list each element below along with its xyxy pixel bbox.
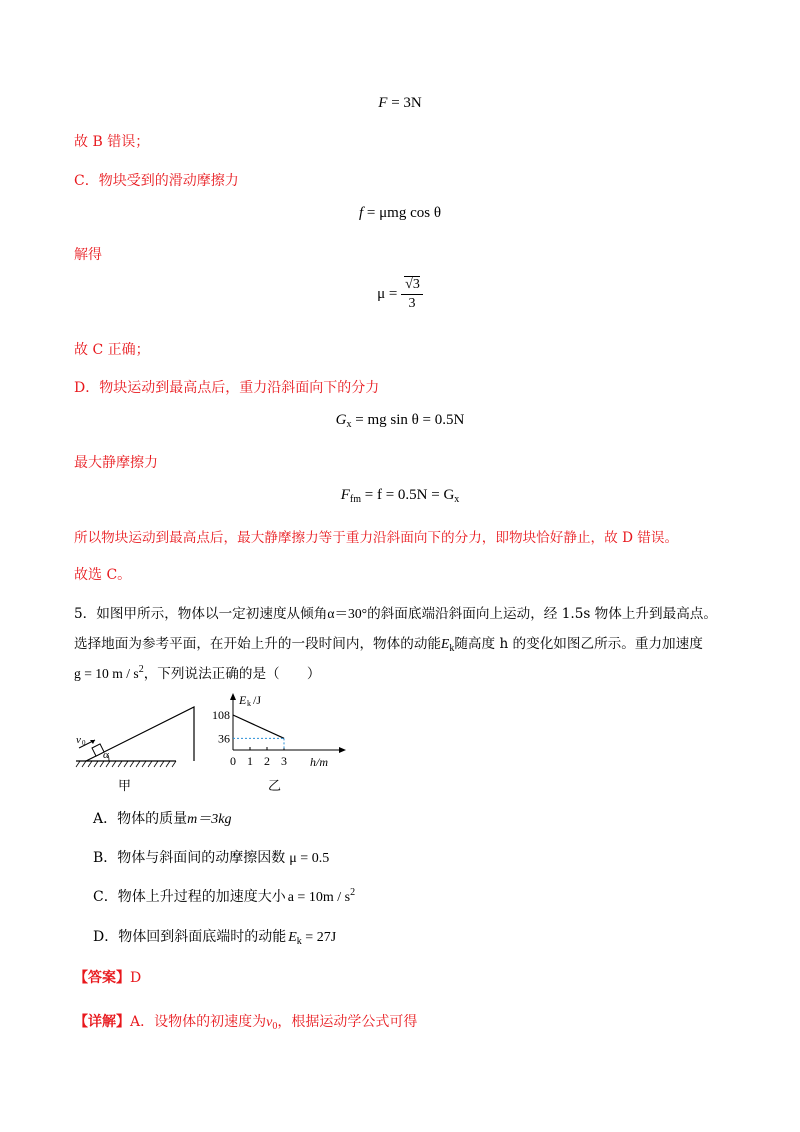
eq-f-value: = 3N: [391, 95, 422, 111]
eq-gx-sub: x: [346, 419, 352, 430]
caption-right: 乙: [268, 778, 282, 793]
answer-label: 【答案】: [74, 970, 130, 986]
option-a[interactable]: A．物体的质量m＝3kg: [93, 811, 232, 827]
detail-line: 【详解】A．设物体的初速度为$v_0$，根据运动学公式可得: [74, 1014, 418, 1032]
option-d-conclusion: 所以物块运动到最高点后，最大静摩擦力等于重力沿斜面向下的分力，即物块恰好静止，故 D 错误。: [74, 530, 679, 546]
caption-left: 甲: [118, 778, 132, 793]
y-axis-sub: k: [247, 699, 251, 708]
angle-label: α: [103, 749, 109, 761]
incline-figure: [76, 707, 194, 793]
option-b-conclusion: 故 B 错误；: [74, 134, 150, 150]
option-d-intro: D．物块运动到最高点后，重力沿斜面向下的分力: [74, 380, 380, 396]
max-static-friction-label: 最大静摩擦力: [74, 455, 158, 471]
velocity-label: v: [76, 734, 81, 746]
eq-ffm-sub: fm: [349, 494, 361, 505]
eq-ffm-symbol: F: [340, 487, 350, 503]
x-tick-0: 0: [230, 754, 236, 768]
ground-hatching: [76, 761, 176, 767]
ek-line: [233, 715, 284, 738]
plot: [233, 715, 284, 750]
x-axis-label: h/m: [310, 755, 328, 769]
answer-line: [74, 967, 141, 987]
y-tick-36: 36: [218, 731, 230, 746]
answer-value: D: [130, 970, 142, 986]
question-5-line-3: g = 10 m / $s^2$，下列说法正确的是（ ）: [74, 664, 321, 682]
velocity-sub: 0: [82, 739, 86, 747]
question-5-line-2: 选择地面为参考平面，在开始上升的一段时间内，物体的动能$E_k$随高度 h 的变化如图乙所示。重力加速度: [74, 636, 703, 654]
solve-label: 解得: [74, 247, 102, 263]
question-5-line-1: 5．如图甲所示，物体以一定初速度从倾角α＝30°的斜面底端沿斜面向上运动，经 1.5s 物体上升到最高点。: [74, 606, 717, 622]
x-tick-2: 2: [264, 754, 270, 768]
x-tick-3: 3: [281, 754, 287, 768]
y-axis-label: E: [239, 693, 247, 707]
final-choice: 故选 C。: [74, 567, 132, 583]
option-d[interactable]: D．物体回到斜面底端时的动能 $E_k = 27J$: [93, 929, 337, 947]
eq-friction-lhs: f: [358, 205, 364, 221]
ek-h-graph: [212, 693, 346, 793]
option-c[interactable]: C．物体上升过程的加速度大小 $a = 10m / s^2$: [93, 887, 356, 905]
detail-label: 【详解】: [74, 1014, 130, 1030]
y-axis-unit: /J: [253, 693, 262, 707]
option-c-intro: C．物块受到的滑动摩擦力: [74, 173, 239, 189]
x-tick-1: 1: [247, 754, 253, 768]
eq-friction-rhs: = μmg cos θ: [366, 205, 442, 221]
y-axis-arrow: [230, 693, 236, 700]
y-tick-108: 108: [212, 708, 230, 722]
eq-mu-numerator: √3: [401, 277, 423, 295]
y-tick-labels: [212, 708, 230, 745]
eq-mu-denominator: 3: [408, 296, 416, 311]
eq-mu-lhs: μ =: [377, 285, 398, 302]
eq-ffm-mid: = f = 0.5N = G: [364, 487, 455, 503]
option-b[interactable]: B．物体与斜面间的动摩擦因数 μ = 0.5: [93, 850, 330, 866]
eq-gx-rhs: = mg sin θ = 0.5N: [355, 412, 465, 428]
eq-f-symbol: F: [378, 95, 388, 111]
option-c-conclusion: 故 C 正确；: [74, 342, 150, 358]
x-axis-arrow: [339, 747, 346, 753]
eq-ffm-sub2: x: [454, 494, 460, 505]
eq-gx-symbol: G: [335, 412, 347, 428]
